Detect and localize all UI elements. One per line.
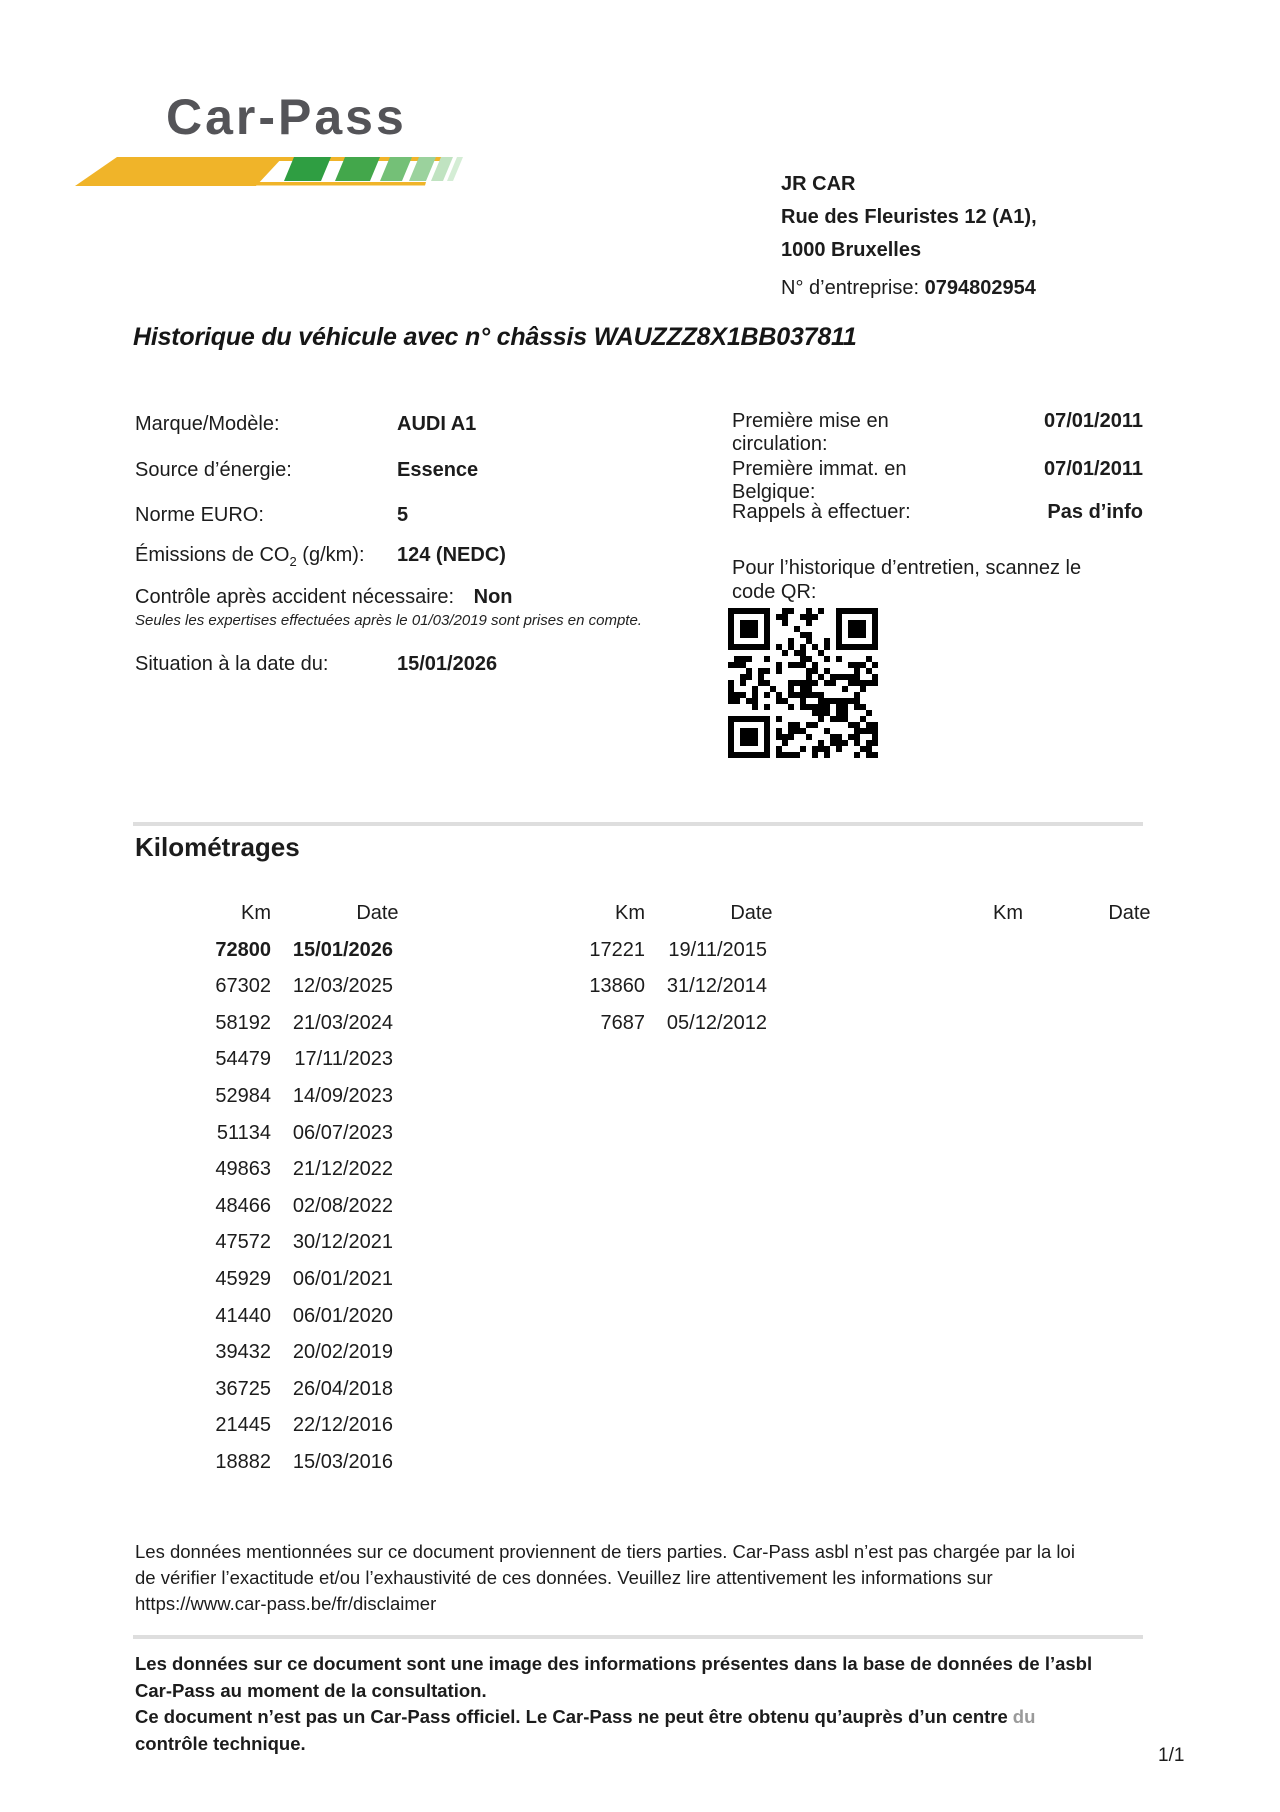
mileage-row <box>161 1261 399 1298</box>
qr-caption: Pour l’historique d’entretien, scannez le code QR: <box>732 557 1082 603</box>
enterprise-number-value: 0794802954 <box>924 277 1036 299</box>
mileage-km-value: 17221 <box>589 938 645 961</box>
first-circulation-value: 07/01/2011 <box>1044 410 1143 432</box>
co2-label: Émissions de $CO_2$ (g/km): <box>135 544 365 569</box>
mileage-date-value: 15/01/2026 <box>292 938 393 961</box>
energie-label: Source d’énergie: <box>135 459 292 481</box>
row-co2 <box>135 543 725 574</box>
mileage-km-value: 41440 <box>215 1304 271 1327</box>
mileage-km-value: 72800 <box>215 938 271 961</box>
legal-paragraph <box>135 1651 1092 1757</box>
mileage-km-value: 39432 <box>215 1341 271 1364</box>
carpass-logo-swoosh-icon <box>60 150 470 192</box>
legal-text-gray: du <box>1012 1706 1036 1727</box>
rappels-label: Rappels à effectuer: <box>732 501 911 523</box>
accident-note: Seules les expertises effectuées après le 01/03/2019 sont prises en compte. <box>135 612 642 629</box>
mileage-row <box>161 1407 399 1444</box>
accident-value: Non <box>473 586 513 608</box>
mileage-row <box>161 1224 399 1261</box>
row-rappels <box>732 501 1143 524</box>
row-accident <box>135 585 725 609</box>
mileage-heading: Kilométrages <box>135 832 300 862</box>
mileage-km-value: 51134 <box>216 1121 271 1144</box>
mileage-km-value: 54479 <box>215 1048 271 1071</box>
mileage-header <box>161 895 399 932</box>
mileage-km-value: 58192 <box>215 1011 271 1034</box>
mileage-row <box>161 1041 399 1078</box>
mileage-header-km: Km <box>615 902 645 924</box>
mileage-header-date: Date <box>730 902 773 924</box>
mileage-date-value: 19/11/2015 <box>668 938 767 961</box>
dealer-city: 1000 Bruxelles <box>781 239 922 261</box>
disclaimer-text: de vérifier l’exactitude et/ou l’exhaustivité de ces données. Veuillez lire attentivement les informations sur <box>135 1567 993 1588</box>
legal-text: contrôle technique. <box>135 1732 306 1754</box>
mileage-date-value: 06/01/2021 <box>292 1267 393 1290</box>
mileage-column-3 <box>913 895 1151 932</box>
mileage-header <box>535 895 773 932</box>
mileage-header-km: Km <box>993 902 1023 924</box>
co2-value: 124 (NEDC) <box>397 544 506 566</box>
mileage-date-value: 12/03/2025 <box>292 975 393 998</box>
mileage-column-2 <box>535 895 773 1041</box>
disclaimer-paragraph <box>135 1539 1075 1617</box>
disclaimer-text: Les données mentionnées sur ce document proviennent de tiers parties. Car-Pass asbl n’est pas chargée par la loi <box>135 1541 1075 1562</box>
situation-value: 15/01/2026 <box>397 653 498 675</box>
norme-euro-value: 5 <box>397 504 409 526</box>
mileage-row <box>535 932 773 969</box>
mileage-date-value: 20/02/2019 <box>292 1341 393 1364</box>
row-norme-euro <box>135 503 725 527</box>
mileage-row <box>161 1151 399 1188</box>
row-marque <box>135 412 725 436</box>
mileage-row <box>535 1005 773 1042</box>
mileage-date-value: 06/01/2020 <box>292 1304 393 1327</box>
mileage-row <box>161 1334 399 1371</box>
energie-value: Essence <box>397 459 479 481</box>
marque-value: AUDI A1 <box>397 413 477 435</box>
carpass-logo-text: Car-Pass <box>166 89 407 145</box>
row-first-circulation <box>732 410 1143 456</box>
disclaimer-link[interactable]: https://www.car-pass.be/fr/disclaimer <box>135 1593 437 1614</box>
mileage-row <box>161 1298 399 1335</box>
mileage-km-value: 18882 <box>215 1450 271 1473</box>
dealer-address: Rue des Fleuristes 12 (A1), <box>781 206 1037 228</box>
footer-divider <box>133 1635 1143 1639</box>
document-title: Historique du véhicule avec n° châssis WAUZZZ8X1BB037811 <box>133 323 857 351</box>
mileage-row <box>161 1115 399 1152</box>
row-first-immat <box>732 458 1143 504</box>
mileage-row <box>161 1078 399 1115</box>
mileage-date-value: 26/04/2018 <box>292 1377 393 1400</box>
dealer-name: JR CAR <box>781 173 856 195</box>
mileage-row <box>161 1005 399 1042</box>
rappels-value: Pas d’info <box>1047 501 1143 523</box>
mileage-km-value: 36725 <box>215 1377 271 1400</box>
mileage-date-value: 15/03/2016 <box>292 1450 393 1473</box>
mileage-km-value: 48466 <box>215 1194 271 1217</box>
mileage-date-value: 02/08/2022 <box>292 1194 393 1217</box>
mileage-km-value: 13860 <box>589 975 645 998</box>
mileage-km-value: 45929 <box>215 1267 271 1290</box>
dealer-block <box>781 168 1037 267</box>
mileage-date-value: 31/12/2014 <box>666 975 767 998</box>
mileage-row <box>161 1188 399 1225</box>
mileage-header-date: Date <box>1108 902 1151 924</box>
norme-euro-label: Norme EURO: <box>135 504 264 526</box>
marque-label: Marque/Modèle: <box>135 413 280 435</box>
mileage-row <box>161 1444 399 1481</box>
mileage-km-value: 21445 <box>215 1414 271 1437</box>
row-energie <box>135 458 725 482</box>
legal-text: Ce document n’est pas un Car-Pass officiel. Le Car-Pass ne peut être obtenu qu’auprès d’un centre <box>135 1706 1008 1727</box>
mileage-header-date: Date <box>356 902 399 924</box>
mileage-row <box>161 932 399 969</box>
section-divider <box>133 822 1143 826</box>
mileage-date-value: 17/11/2023 <box>294 1048 393 1071</box>
mileage-date-value: 30/12/2021 <box>292 1231 393 1254</box>
accident-label: Contrôle après accident nécessaire: <box>135 586 455 608</box>
enterprise-number-row <box>781 277 1036 300</box>
mileage-date-value: 14/09/2023 <box>292 1084 393 1107</box>
mileage-km-value: 67302 <box>215 975 271 998</box>
enterprise-number-label: N° d’entreprise: <box>781 277 920 299</box>
qr-code <box>728 608 878 758</box>
mileage-km-value: 52984 <box>215 1084 271 1107</box>
mileage-date-value: 21/03/2024 <box>292 1011 393 1034</box>
page-number: 1/1 <box>1158 1745 1185 1766</box>
mileage-km-value: 7687 <box>600 1011 645 1034</box>
legal-text: Les données sur ce document sont une image des informations présentes dans la base de données de l’asbl <box>135 1653 1093 1674</box>
mileage-date-value: 22/12/2016 <box>292 1414 393 1437</box>
mileage-row <box>161 968 399 1005</box>
first-circulation-label: Première mise en circulation: <box>732 410 889 455</box>
first-immat-value: 07/01/2011 <box>1044 458 1143 480</box>
mileage-row <box>161 1371 399 1408</box>
mileage-date-value: 05/12/2012 <box>666 1011 767 1034</box>
situation-label: Situation à la date du: <box>135 653 329 675</box>
first-immat-label: Première immat. en Belgique: <box>732 458 907 503</box>
mileage-header <box>913 895 1151 932</box>
row-situation <box>135 652 725 676</box>
mileage-km-value: 47572 <box>215 1231 271 1254</box>
mileage-date-value: 06/07/2023 <box>292 1121 393 1144</box>
mileage-row <box>535 968 773 1005</box>
mileage-km-value: 49863 <box>215 1158 271 1181</box>
mileage-column-1 <box>161 895 399 1481</box>
legal-text: Car-Pass au moment de la consultation. <box>135 1679 487 1701</box>
mileage-date-value: 21/12/2022 <box>292 1158 393 1181</box>
mileage-header-km: Km <box>241 902 271 924</box>
